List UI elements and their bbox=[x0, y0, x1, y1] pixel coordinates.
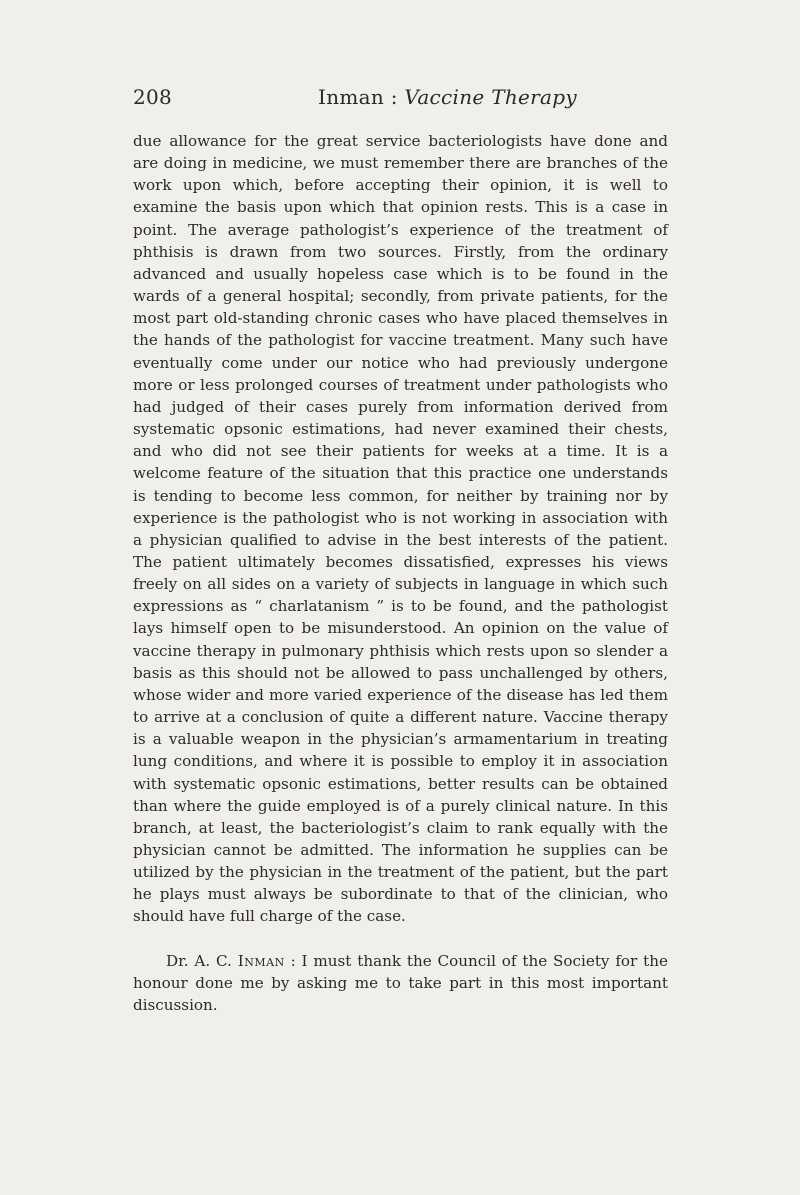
running-head-author: Inman : bbox=[318, 85, 398, 109]
speaker-name: Inman bbox=[237, 951, 285, 970]
paragraph-1: due allowance for the great service bacteriologists have done and are doing in medicine, we must remember there are branches of the work upon which, before accepting their opinion, it is well to examine the basis upon which that opinion rests. This is a case in point. The average pathologist’s experience of the treatment of phthisis is drawn from two sources. Firstly, from the ordinary advanced and usually hopeless case which is to be found in the wards of a general hospital; secondly, from private patients, for the most part old-standing chronic cases who have placed themselves in the hands of the pathologist for vaccine treatment. Many such have eventually come under our notice who had previously undergone more or less prolonged courses of treatment under pathologists who had judged of their cases purely from information derived from systematic opsonic estimations, had never examined their chests, and who did not see their patients for weeks at a time. It is a welcome feature of the situation that this practice one understands is tending to become less common, for neither by training nor by experience is the pathologist who is not working in association with a physician qualified to advise in the best interests of the patient. The patient ultimately becomes dissatisfied, expresses his views freely on all sides on a variety of subjects in language in which such expressions as “ charlatanism ” is to be found, and the pathologist lays himself open to be misunderstood. An opinion on the value of vaccine therapy in pulmonary phthisis which rests upon so slender a basis as this should not be allowed to pass unchallenged by others, whose wider and more varied experience of the disease has led them to arrive at a conclusion of quite a different nature. Vaccine therapy is a valuable weapon in the physician’s armamentarium in treating lung conditions, and where it is possible to employ it in association with systematic opsonic estimations, better results can be obtained than where the guide employed is of a purely clinical nature. In this branch, at least, the bacteriologist’s claim to rank equally with the physician cannot be admitted. The information he supplies can be utilized by the physician in the treatment of the patient, but the part he plays must always be subordinate to that of the clinician, who should have full charge of the case. bbox=[133, 132, 668, 926]
paragraph-2 bbox=[133, 950, 668, 1016]
running-head bbox=[318, 85, 577, 109]
running-head-title: Vaccine Therapy bbox=[404, 85, 577, 109]
body-text bbox=[133, 130, 668, 1016]
page-number: 208 bbox=[133, 85, 173, 109]
paragraph-2-text: : I must thank the Council of the Society for the honour done me by asking me to take part in this most important discussion. bbox=[133, 951, 668, 1014]
speaker-prefix: Dr. A. C. bbox=[166, 951, 232, 970]
